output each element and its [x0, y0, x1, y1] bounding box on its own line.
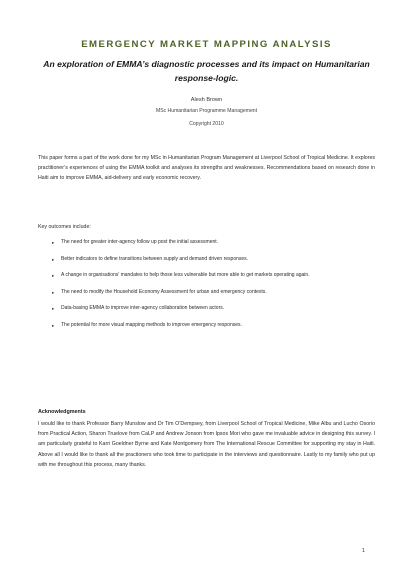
- bullet-arrow-icon: ▸: [52, 256, 55, 262]
- bullet-arrow-icon: ▸: [52, 322, 55, 328]
- document-subtitle: An exploration of EMMA’s diagnostic processes and its impact on Humanitarian response-logic.: [43, 59, 370, 83]
- intro-paragraph: This paper forms a part of the work done for my MSc in Humanitarian Program Management at Liverpool School of Tropical Medicine. It explores practitioner’s experiences of using the EMMA toolkit and analyses its strengths and weaknesses. Recommendations based on research done in Haiti aim to improve EMMA, aid-delivery and early economic recovery.: [38, 155, 375, 182]
- outcome-item: [52, 322, 383, 339]
- page-number: 1: [362, 548, 365, 554]
- bullet-arrow-icon: ▸: [52, 306, 55, 311]
- outcome-item: [52, 272, 383, 289]
- outcome-text: The need for greater inter-agency follow up post the initial assessment.: [61, 239, 219, 245]
- outcome-item: [52, 305, 383, 322]
- outcome-text: The need to modify the Household Economy Assessment for urban and emergency contexts.: [61, 288, 267, 295]
- outcome-text: Data-basing EMMA to improve inter-agency collaboration between actors.: [61, 305, 225, 311]
- copyright-notice: Copyright 2010: [189, 121, 224, 127]
- bullet-arrow-icon: ▸: [52, 289, 55, 295]
- outcome-text: The potential for more visual mapping methods to improve emergency responses.: [61, 321, 242, 328]
- acknowledgments-paragraph: I would like to thank Professor Barry Munslow and Dr Tim O’Dempsey, from Liverpool School of Tropical Medicine, Mike Albu and Lucho Osorio from Practical Action, Sharon Truelove from CaLP and Andrew Jonson from Ipsos Mori who gave me invaluable advice in designing this survey. I am particularly grateful to Karri Goeldner Byrne and Kate Montgomery from The International Rescue Committee for supporting my stay in Haiti. Above all I would like to thank all the practioners who took time to participate in the interviews and questionnaire. Lastly to my family who put up with me throughout this process, many thanks.: [38, 421, 375, 468]
- outcome-text: Better indicators to define transitions between supply and demand driven responses.: [61, 255, 249, 262]
- author-affiliation: MSc Humanitarian Programme Management: [155, 108, 258, 114]
- outcomes-list: [52, 239, 383, 338]
- outcome-text: A change in organisations’ mandates to help those less vulnerable but more able to get markets operating again.: [61, 272, 310, 278]
- bullet-arrow-icon: ▸: [52, 240, 55, 245]
- outcome-item: [52, 256, 383, 273]
- author-name: Alesh Brown: [190, 97, 223, 103]
- outcome-item: [52, 289, 383, 306]
- document-title: EMERGENCY MARKET MAPPING ANALYSIS: [81, 39, 332, 50]
- outcome-item: [52, 239, 383, 256]
- bullet-arrow-icon: ▸: [52, 273, 55, 278]
- acknowledgments-heading: Acknowledgments: [38, 409, 86, 415]
- outcomes-heading: Key outcomes include:: [38, 224, 91, 230]
